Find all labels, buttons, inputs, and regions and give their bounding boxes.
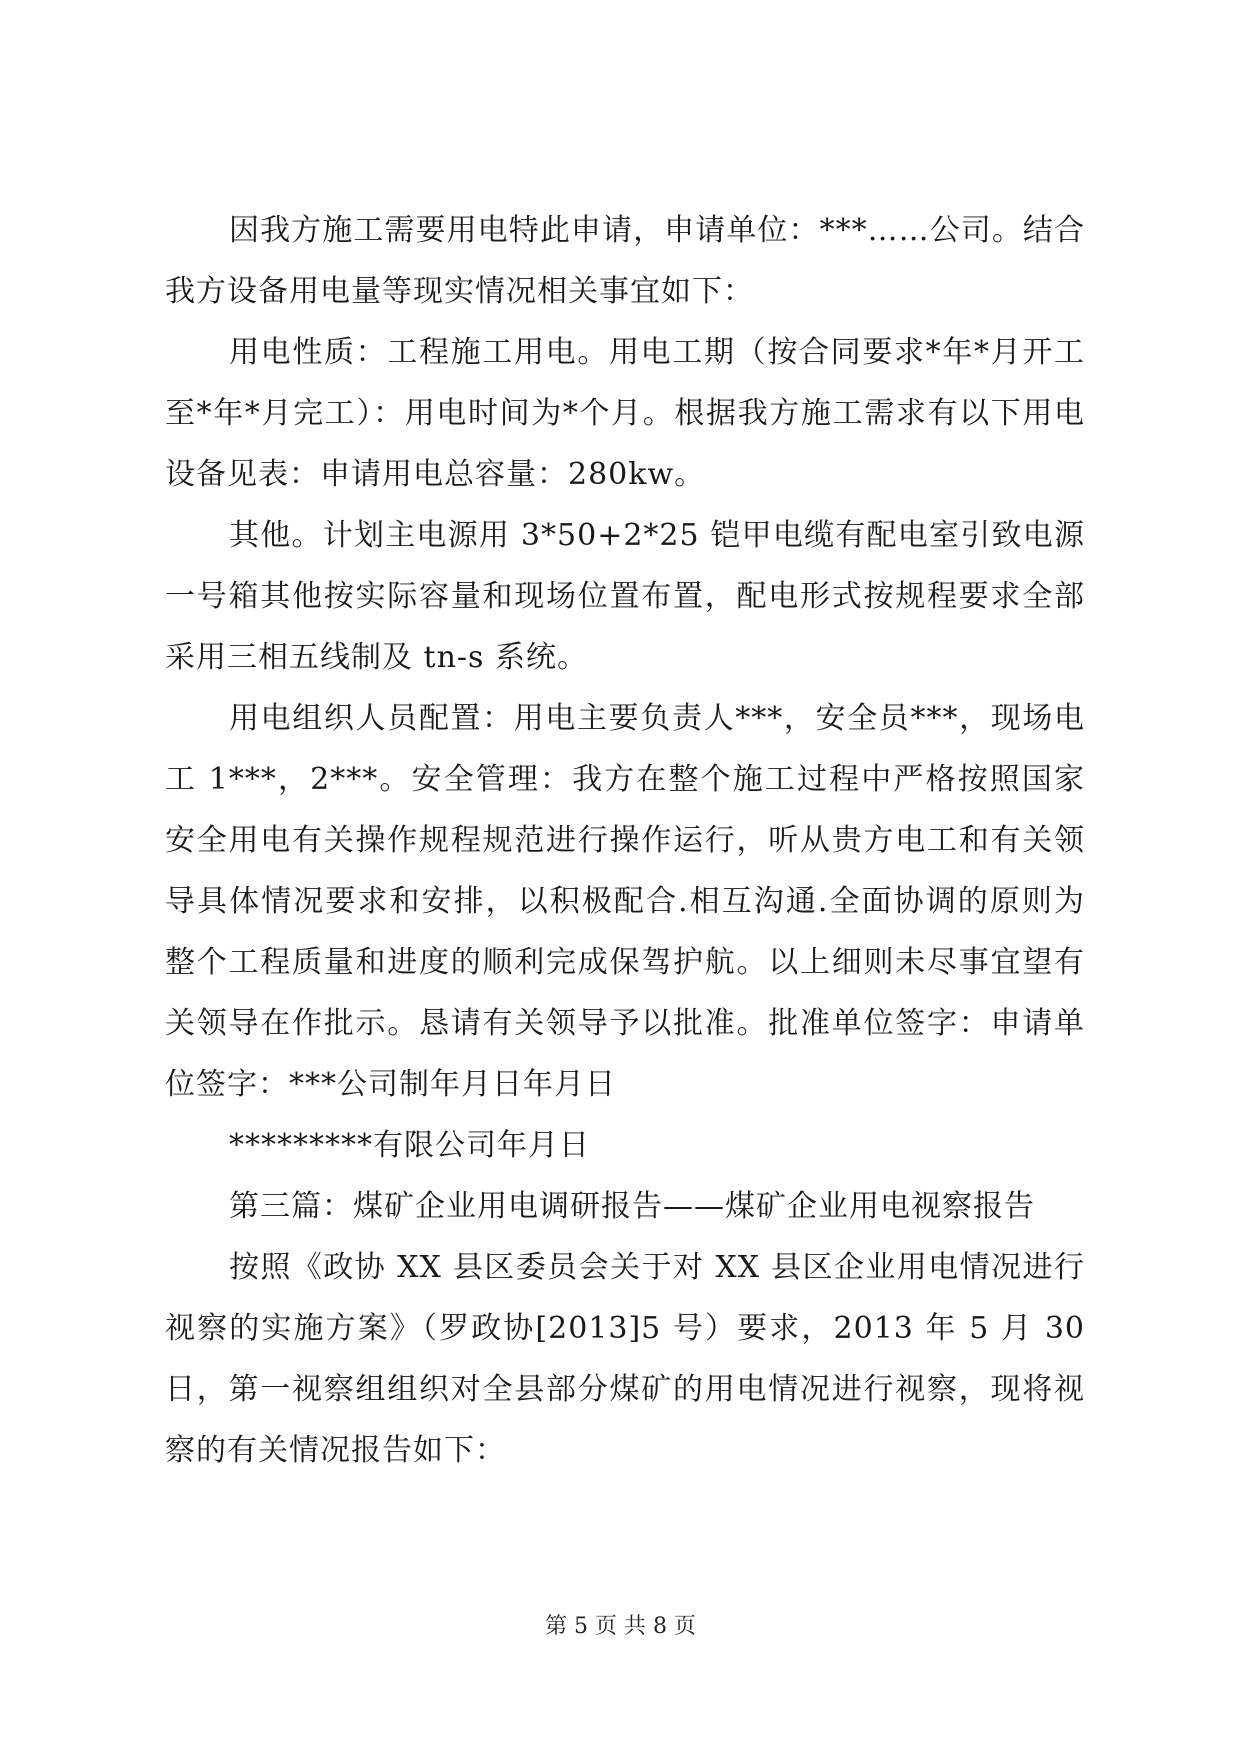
- paragraph-staffing-safety: 用电组织人员配置：用电主要负责人***，安全员***，现场电工 1***，2***。安全管理：我方在整个施工过程中严格按照国家安全用电有关操作规程规范进行操作运行，听从贵方电工和有关领导具体情况要求和安排，以积极配合.相互沟通.全面协调的原则为整个工程质量和进度的顺利完成保驾护航。以上细则未尽事宜望有关领导在作批示。恳请有关领导予以批准。批准单位签字：申请单位签字：***公司制年月日年月日: [165, 701, 1085, 1102]
- paragraph-other: 其他。计划主电源用 3*50+2*25 铠甲电缆有配电室引致电源一号箱其他按实际容量和现场位置布置，配电形式按规程要求全部采用三相五线制及 tn-s 系统。: [165, 518, 1085, 675]
- paragraph-application-intro: 因我方施工需要用电特此申请，申请单位：***……公司。结合我方设备用电量等现实情况相关事宜如下：: [165, 213, 1085, 309]
- page-number-footer: 第 5 页 共 8 页: [545, 1614, 696, 1639]
- paragraph-section-heading: 第三篇：煤矿企业用电调研报告——煤矿企业用电视察报告: [229, 1189, 1035, 1224]
- document-body: [165, 200, 1085, 1481]
- paragraph-company-signature: *********有限公司年月日: [229, 1128, 590, 1163]
- paragraph-power-nature: 用电性质：工程施工用电。用电工期（按合同要求*年*月开工至*年*月完工）：用电时间为*个月。根据我方施工需求有以下用电设备见表：申请用电总容量：280kw。: [165, 335, 1085, 492]
- paragraph-inspection-report: 按照《政协 XX 县区委员会关于对 XX 县区企业用电情况进行视察的实施方案》（罗政协[2013]5 号）要求，2013 年 5 月 30 日，第一视察组组织对全县部分煤矿的用电情况进行视察，现将视察的有关情况报告如下：: [165, 1250, 1085, 1468]
